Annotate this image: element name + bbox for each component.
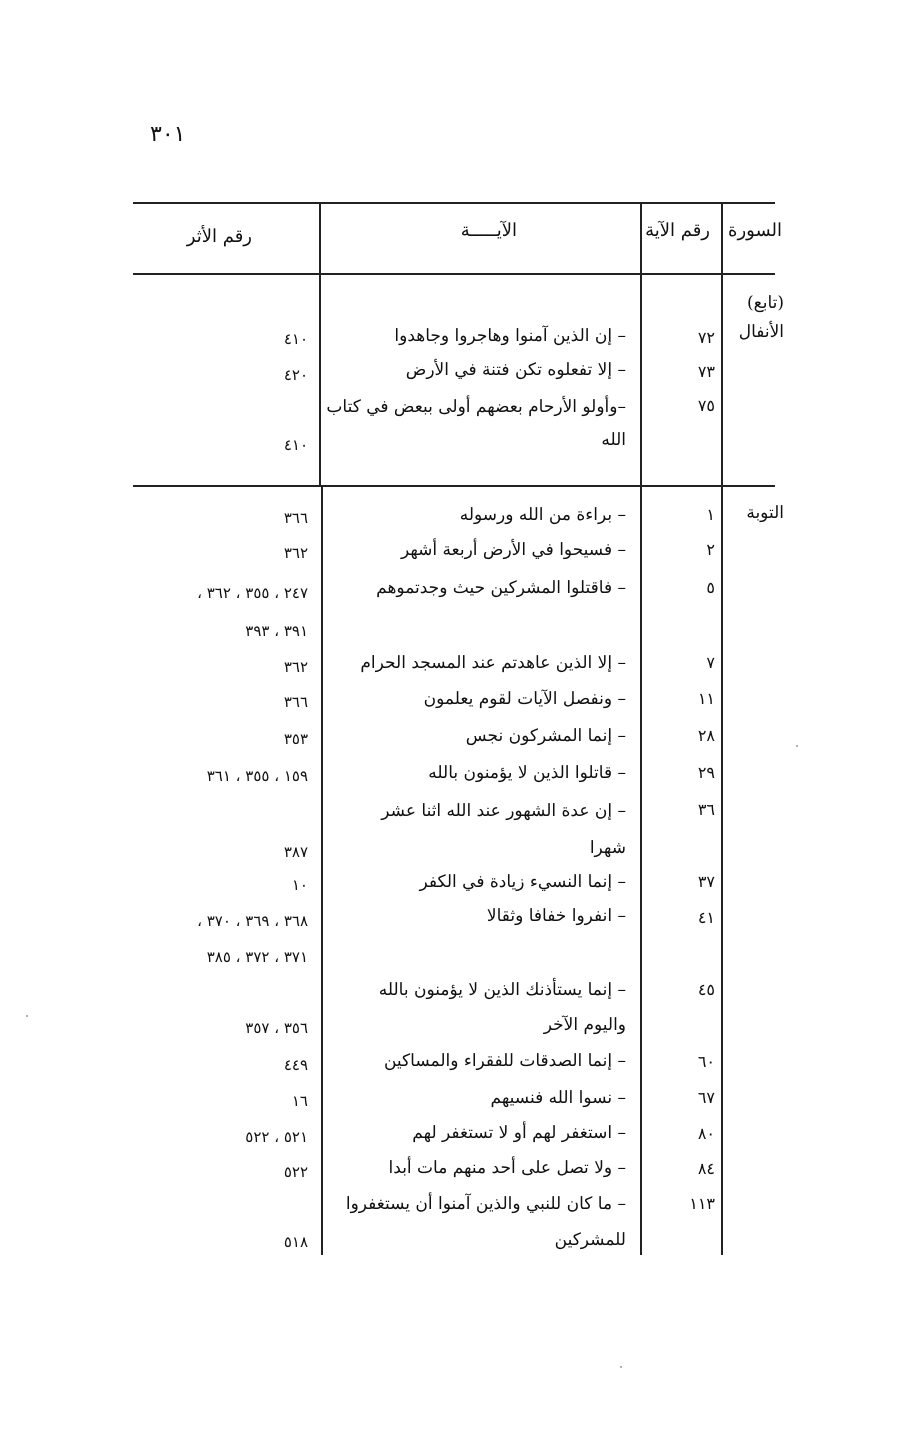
table-top-rule xyxy=(133,202,775,204)
verse-text-continued: واليوم الآخر xyxy=(543,1015,626,1035)
verse-number: ٨٠ xyxy=(697,1124,715,1143)
athar-refs: ٣٨٧ xyxy=(283,843,308,861)
column-rule-verse-left-2 xyxy=(321,487,323,1255)
verse-text: – انفروا خفافا وثقالا xyxy=(486,906,626,926)
verse-text: – براءة من الله ورسوله xyxy=(459,505,626,525)
verse-text: – فاقتلوا المشركين حيث وجدتموهم xyxy=(376,578,626,598)
verse-text: – ونفصل الآيات لقوم يعلمون xyxy=(423,689,626,709)
verse-number: ٦٠ xyxy=(697,1052,715,1071)
column-rule-verse-right xyxy=(640,202,642,1255)
verse-text: – إلا الذين عاهدتم عند المسجد الحرام xyxy=(360,653,626,673)
verse-text: – نسوا الله فنسيهم xyxy=(490,1088,626,1108)
header-surah: السورة xyxy=(728,220,782,241)
verse-number: ٧ xyxy=(706,653,715,672)
athar-refs: ٣٦٦ xyxy=(283,693,308,711)
verse-number: ٣٧ xyxy=(697,872,715,891)
scan-speck xyxy=(26,1015,28,1017)
verse-number: ٧٣ xyxy=(697,362,715,381)
athar-refs: ٣٦٦ xyxy=(283,509,308,527)
surah-name-anfal: الأنفال xyxy=(738,322,784,342)
verse-number: ٢ xyxy=(706,540,715,559)
verse-number: ٥ xyxy=(706,578,715,597)
athar-refs: ١٦ xyxy=(291,1092,308,1110)
athar-refs: ٥٢٢ xyxy=(283,1163,308,1181)
athar-refs-continued: ٣٧١ ، ٣٧٢ ، ٣٨٥ xyxy=(206,948,308,966)
header-bottom-rule xyxy=(133,273,775,275)
section-divider-rule xyxy=(133,485,775,487)
verse-text-continued: الله xyxy=(601,430,626,450)
verse-text: – إنما المشركون نجس xyxy=(465,726,626,746)
verse-text: – قاتلوا الذين لا يؤمنون بالله xyxy=(428,763,626,783)
verse-text-continued: للمشركين xyxy=(554,1230,626,1250)
header-athar-number: رقم الأثر xyxy=(186,226,252,247)
verse-text: – ولا تصل على أحد منهم مات أبدا xyxy=(388,1158,626,1178)
athar-refs: ٤٤٩ xyxy=(283,1056,308,1074)
page-number: ٣٠١ xyxy=(150,122,186,147)
verse-number: ٨٤ xyxy=(697,1159,715,1178)
scan-speck xyxy=(796,745,798,747)
athar-refs: ٤١٠ xyxy=(283,436,308,454)
header-verse-number: رقم الآية xyxy=(645,220,710,241)
athar-refs: ٢٤٧ ، ٣٥٥ ، ٣٦٢ ، xyxy=(197,584,308,602)
surah-continued-label: (تابع) xyxy=(747,293,784,313)
verse-number: ١١ xyxy=(697,689,715,708)
athar-refs: ٣٦٢ xyxy=(283,544,308,562)
verse-text: – إنما الصدقات للفقراء والمساكين xyxy=(383,1051,626,1071)
verse-number: ١ xyxy=(706,505,715,524)
athar-refs: ١٥٩ ، ٣٥٥ ، ٣٦١ xyxy=(206,767,308,785)
athar-refs: ٣٥٣ xyxy=(283,730,308,748)
athar-refs: ٤١٠ xyxy=(283,330,308,348)
verse-number: ٤٥ xyxy=(697,980,715,999)
header-verse: الآيـــــة xyxy=(460,220,517,241)
column-rule-number-right xyxy=(721,202,723,1255)
verse-text: – ما كان للنبي والذين آمنوا أن يستغفروا xyxy=(345,1194,626,1214)
verse-number: ٤١ xyxy=(697,908,715,927)
column-rule-verse-left xyxy=(319,202,321,485)
verse-text: – إنما النسيء زيادة في الكفر xyxy=(419,872,626,892)
verse-text: – إن الذين آمنوا وهاجروا وجاهدوا xyxy=(394,326,626,346)
verse-number: ٣٦ xyxy=(697,800,715,819)
athar-refs: ٥١٨ xyxy=(283,1233,308,1251)
verse-text: – إنما يستأذنك الذين لا يؤمنون بالله xyxy=(378,980,626,1000)
verse-text: – إن عدة الشهور عند الله اثنا عشر xyxy=(381,801,626,821)
verse-number: ٢٨ xyxy=(697,726,715,745)
verse-number: ٦٧ xyxy=(697,1088,715,1107)
scan-speck xyxy=(620,1366,622,1368)
athar-refs-continued: ٣٩١ ، ٣٩٣ xyxy=(245,622,308,640)
verse-text: – استغفر لهم أو لا تستغفر لهم xyxy=(412,1123,626,1143)
verse-number: ١١٣ xyxy=(689,1194,715,1213)
athar-refs: ١٠ xyxy=(291,876,308,894)
verse-number: ٧٥ xyxy=(697,396,715,415)
verse-text: – فسيحوا في الأرض أربعة أشهر xyxy=(400,540,626,560)
athar-refs: ٣٦٢ xyxy=(283,658,308,676)
verse-number: ٢٩ xyxy=(697,763,715,782)
athar-refs: ٣٥٦ ، ٣٥٧ xyxy=(245,1019,308,1037)
athar-refs: ٥٢١ ، ٥٢٢ xyxy=(245,1128,308,1146)
verse-number: ٧٢ xyxy=(697,328,715,347)
verse-text: – إلا تفعلوه تكن فتنة في الأرض xyxy=(405,360,626,380)
surah-name-tawba: التوبة xyxy=(746,503,784,523)
verse-text: –وأولو الأرحام بعضهم أولى ببعض في كتاب xyxy=(326,397,626,417)
verse-text-continued: شهرا xyxy=(589,838,626,858)
athar-refs: ٤٢٠ xyxy=(283,366,308,384)
athar-refs: ٣٦٨ ، ٣٦٩ ، ٣٧٠ ، xyxy=(197,912,308,930)
